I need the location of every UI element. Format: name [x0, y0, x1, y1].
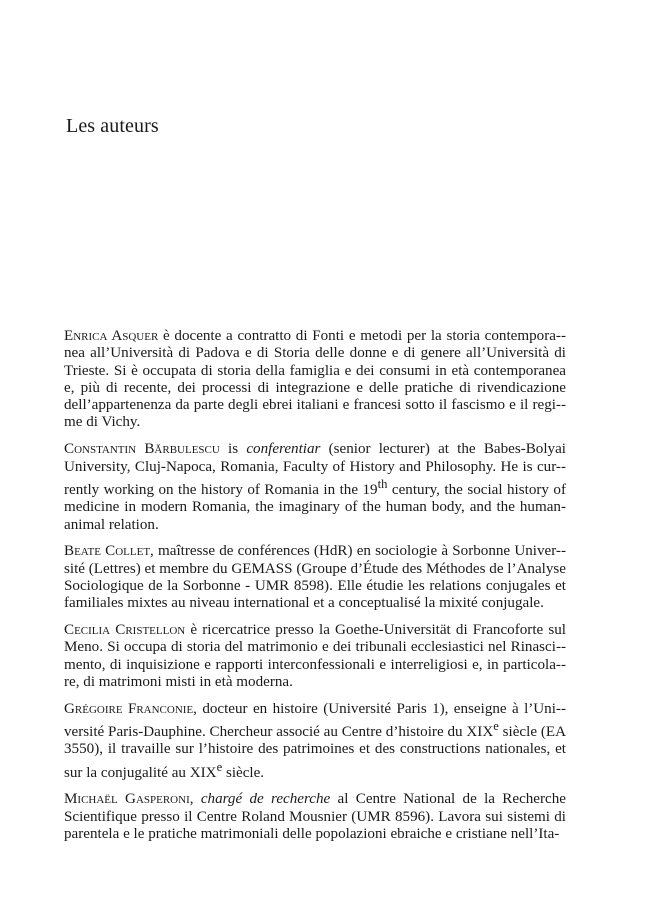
- bio-text-italic: chargé de recherche: [200, 791, 331, 808]
- century-superscript: e: [493, 718, 499, 733]
- bio-text: siècle.: [222, 764, 265, 781]
- bio-text: (senior lecturer) at the Babes-Bolyai University, Cluj-Napoca, Romania, Faculty of History and Philosophy. He is cur-rently working on the history of Romania in the 19: [64, 441, 566, 498]
- bio-text: , maîtresse de conférences (HdR) en sociologie à Sorbonne Univer-sité (Lettres) et membre du GEMASS (Groupe d’Étude des Méthodes de l’Analyse Sociologique de la Sorbonne - UMR 8598). Elle étudie les relations conjugales et familiales mixtes au niveau international et a conceptualisé la mixité conjugale.: [64, 543, 566, 612]
- bio-text: è docente a contratto di Fonti e metodi per la storia contempora-nea all’Università di Padova e di Storia delle donne e di genere all’Università di Trieste. Si è occupata di storia della famiglia e dei consumi in età contemporanea e, più di recente, dei processi di integrazione e delle pratiche di rivendicazione dell’appartenenza da parte degli ebrei italiani e francesi sotto il fascismo e il regi-me di Vichy.: [64, 328, 566, 431]
- author-name: Enrica Asquer: [64, 328, 159, 344]
- bio-text: al Centre National de la Recherche Scientifique presso il Centre Roland Mousnier (UMR 8596). Lavora sui sistemi di parentela e le pratiche matrimoniali delle popolazioni ebraiche e cristiane nell’Ita-: [64, 791, 566, 843]
- bio-constantin-barbulescu: [64, 441, 566, 534]
- ordinal-superscript: th: [377, 476, 388, 491]
- author-name: Grégoire Franconie: [64, 700, 194, 717]
- bio-enrica-asquer: [64, 328, 566, 432]
- bio-cecilia-cristellon: [64, 622, 566, 691]
- author-name: Cecilia Cristellon: [64, 621, 186, 638]
- author-name: Michaël Gasperoni: [64, 791, 190, 808]
- bio-text: , docteur en histoire (Université Paris 1), enseigne à l’Uni-versité Paris-Dauphine. Chercheur associé au Centre d’histoire du XIX: [64, 700, 566, 740]
- bio-text: is: [219, 441, 247, 458]
- bio-text: ,: [189, 791, 201, 808]
- author-name: Constantin Bărbulescu: [64, 441, 220, 458]
- bio-beate-collet: [64, 543, 566, 612]
- bio-text: è ricercatrice presso la Goethe-Universität di Francoforte sul Meno. Si occupa di storia del matrimonio e dei tribunali ecclesiastici nel Rinasci-mento, di inquisizione e rapporti interconfessionali e interreligiosi e, in particola-re, di matrimoni misti in età moderna.: [64, 621, 566, 690]
- author-name: Beate Collet: [64, 543, 151, 560]
- author-bios: [64, 328, 566, 853]
- bio-text: siècle (EA 3550), il travaille sur l’histoire des patrimoines et des constructions nationales, et sur la conjugalité au XIX: [64, 724, 566, 781]
- bio-michael-gasperoni: [64, 791, 566, 843]
- century-superscript: e: [216, 759, 223, 774]
- bio-gregoire-franconie: [64, 701, 566, 782]
- bio-text: century, the social history of medicine in modern Romania, the imaginary of the human body, and the human-animal relation.: [64, 481, 566, 533]
- bio-text-italic: conferentiar: [246, 441, 321, 458]
- page-title: Les auteurs: [66, 115, 159, 137]
